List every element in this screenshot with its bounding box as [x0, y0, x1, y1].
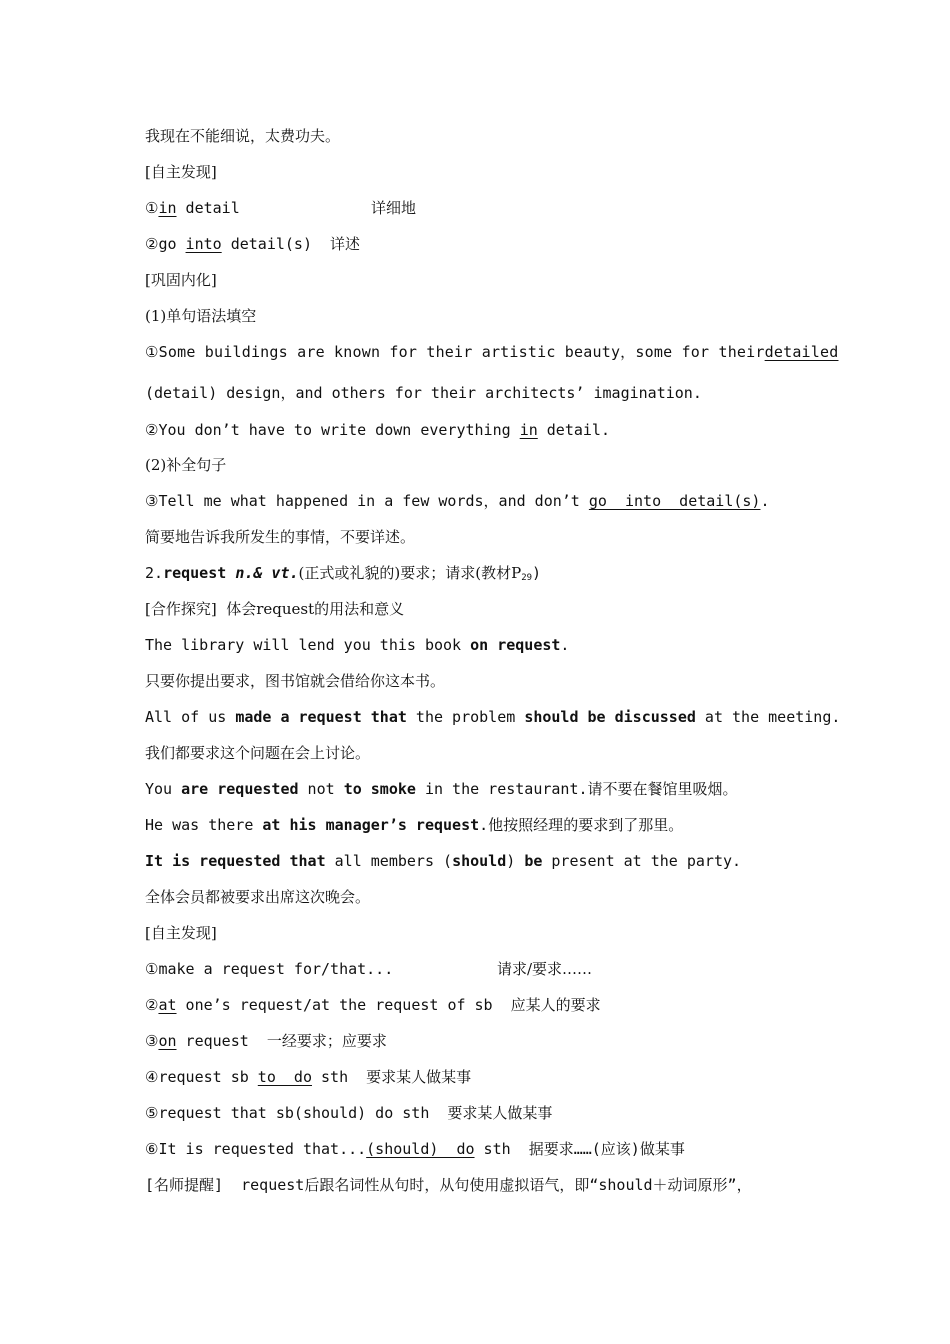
exercise-heading: (1)单句语法填空	[145, 307, 257, 325]
text-line: 我现在不能细说，太费功夫。	[145, 127, 341, 145]
exercise-item: ②You don’t have to write down everything in detail.	[145, 421, 610, 439]
translation: 只要你提出要求，图书馆就会借给你这本书。	[145, 672, 446, 690]
exercise-item: ③Tell me what happened in a few words，and don’t go into detail(s).	[145, 492, 770, 510]
usage-item: ④request sb to do sth 要求某人做某事	[145, 1068, 472, 1086]
usage-item: ⑥It is requested that...(should) do sth 据要求……(应该)做某事	[145, 1140, 685, 1158]
usage-item: ⑤request that sb(should) do sth 要求某人做某事	[145, 1104, 553, 1122]
example-sentence: All of us made a request that the problem should be discussed at the meeting.	[145, 708, 841, 726]
section-heading: [合作探究] 体会request的用法和意义	[145, 600, 405, 618]
usage-item: ③on request 一经要求；应要求	[145, 1032, 387, 1050]
exercise-heading: (2)补全句子	[145, 456, 227, 474]
text-line: ②go into detail(s) 详述	[145, 235, 361, 253]
example-sentence: It is requested that all members (should) be present at the party.	[145, 852, 742, 870]
translation: 我们都要求这个问题在会上讨论。	[145, 744, 371, 762]
answer-blank: detailed	[764, 343, 839, 361]
vocab-heading: 2.request n.& vt.(正式或礼貌的)要求；请求(教材$P_{29}$)	[145, 564, 542, 583]
answer-blank: (should) do	[366, 1140, 475, 1158]
answer-blank: on	[158, 1032, 177, 1050]
answer-blank: in	[519, 421, 538, 439]
usage-item: ①make a request for/that... 请求/要求……	[145, 960, 593, 978]
text-line: ①in detail 详细地	[145, 199, 417, 217]
text-line: 简要地告诉我所发生的事情，不要详述。	[145, 528, 416, 546]
example-sentence: He was there at his manager’s request.他按照经理的要求到了那里。	[145, 816, 684, 834]
section-heading: [巩固内化]	[145, 271, 217, 289]
example-sentence: The library will lend you this book on request.	[145, 636, 570, 654]
example-sentence: You are requested not to smoke in the restaurant.请不要在餐馆里吸烟。	[145, 780, 738, 798]
section-heading: [自主发现]	[145, 163, 217, 181]
answer-blank: go into detail(s)	[588, 492, 761, 510]
exercise-item: ①Some buildings are known for their artistic beauty，some for theirdetailed	[145, 343, 839, 361]
answer-blank: in	[158, 199, 177, 217]
usage-item: ②at one’s request/at the request of sb 应某人的要求	[145, 996, 601, 1014]
section-heading: [自主发现]	[145, 924, 217, 942]
answer-blank: at	[158, 996, 177, 1014]
teacher-tip: [名师提醒] request后跟名词性从句时，从句使用虚拟语气，即“should＋动词原形”，	[145, 1176, 752, 1194]
translation: 全体会员都被要求出席这次晚会。	[145, 888, 371, 906]
answer-blank: into	[185, 235, 222, 253]
answer-blank: to do	[257, 1068, 312, 1086]
exercise-item: (detail) design，and others for their architects’ imagination.	[145, 384, 702, 402]
